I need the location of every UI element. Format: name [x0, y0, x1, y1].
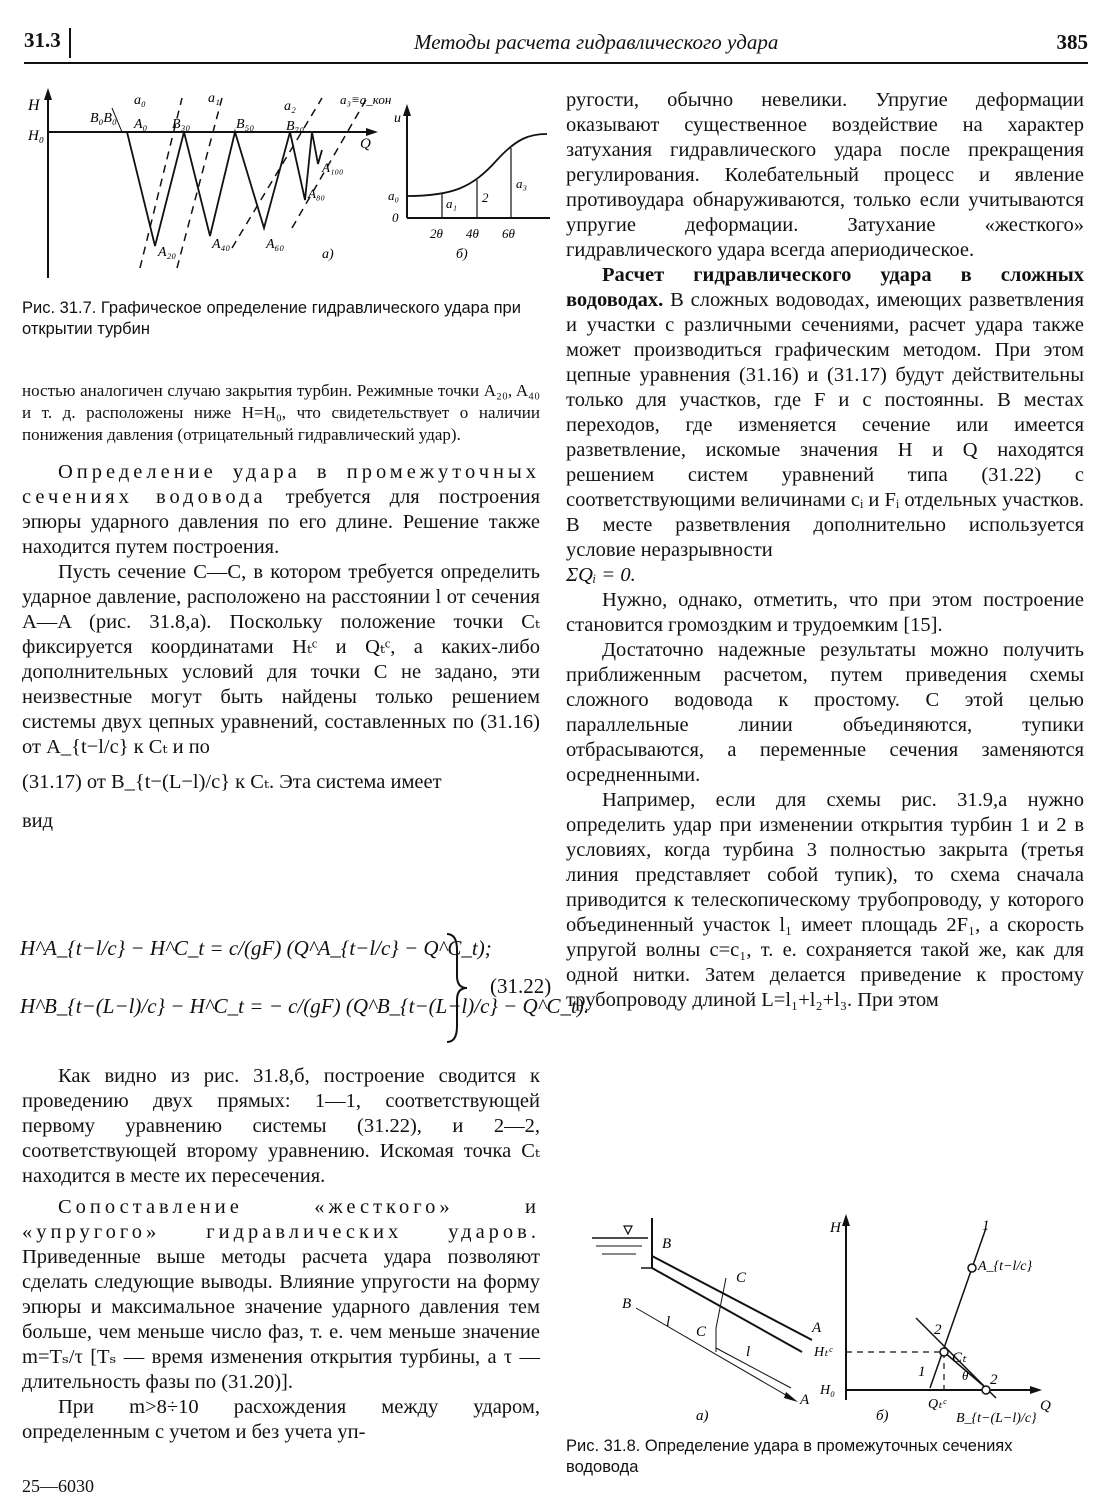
fig317-B0B0: B₀B₀ [90, 111, 117, 126]
fig318-B-low: B [622, 1296, 632, 1312]
fig317-B70: B₇₀ [286, 119, 305, 134]
fig317-u-a1: a₁ [446, 196, 458, 211]
fig317-a1: a₁ [208, 91, 220, 106]
fig318-sub-a: а) [696, 1408, 709, 1424]
fig317-a3: a₃≡a_кон [340, 92, 392, 107]
fig317-Q: Q [360, 136, 371, 152]
right-paragraph-3: Нужно, однако, отметить, что при этом построение становится громоздким и трудоемким [15]. [566, 589, 1084, 636]
left-paragraph-6: Как видно из рис. 31.8,б, построение сводится к проведению двух прямых: 1—1, соответствующей первому уравнению системы (31.22), и 2—2, соответствующей второму уравнению. Искомая точка Cₜ находится в месте их пересечения. [22, 1065, 540, 1187]
equation-line-1: H^A_{t−l/c} − H^C_t = c/(gF) (Q^A_{t−l/c} − Q^C_t); [20, 936, 492, 960]
spaced-heading-2: Сопоставление «жесткого» и «упругого» гидравлических ударов. [22, 1196, 540, 1243]
fig318-C-top: C [736, 1270, 747, 1286]
spaced-heading-1: Определение удара в промежуточных сечениях водовода [22, 461, 540, 508]
figure-31-8 [586, 1208, 1086, 1432]
right-paragraph-2 [566, 263, 1084, 563]
right-column [566, 88, 1084, 1013]
left-paragraph-2-rest: требуется для построения эпюры ударного давления по его длине. Решение также находится путем построения. [22, 486, 540, 558]
right-paragraph-1: ругости, обычно невелики. Упругие деформации оказывают существенное воздействие на характер затухания гидравлического удара после прекращения регулирования. Колебательный процесс и явление противоудара обнаруживаются, только если учитываются упругие деформации. Затухание «жесткого» гидравлического удара всегда апериодическое. [566, 89, 1084, 261]
fig317-a0: a₀ [134, 93, 146, 108]
fig317-A60: A₆₀ [266, 237, 285, 252]
left-column [22, 380, 540, 834]
fig317-u: u [394, 111, 401, 126]
fig317-sub-a: а) [322, 247, 334, 262]
running-header [24, 28, 1088, 64]
running-title: Методы расчета гидравлического удара [414, 30, 779, 54]
right-paragraph-4: Достаточно надежные результаты можно получить приближенным расчетом, путем приведения схемы сложного водовода к простому. С этой целью параллельные линии объединяются, тупики отбрасываются, а переменные сечения заменяются осредненными. [566, 639, 1084, 786]
fig317-A20: A₂₀ [158, 245, 177, 260]
fig317-A40: A₄₀ [212, 237, 231, 252]
figure-31-8-caption: Рис. 31.8. Определение удара в промежуточных сечениях водовода [566, 1437, 1013, 1476]
left-paragraph-1: ностью аналогичен случаю закрытия турбин. Режимные точки A₂₀, A₄₀ и т. д. расположены ниже H=H₀, что свидетельствует о наличии понижения давления (отрицательный гидравлический удар). [22, 381, 540, 444]
fig318-Bt: B_{t−(L−l)/c} [956, 1411, 1037, 1426]
fig318-l1: l [666, 1314, 671, 1330]
fig318-A-low: A [800, 1392, 810, 1408]
fig317-B50: B₅₀ [236, 117, 255, 132]
fig318-H: H [830, 1220, 841, 1236]
fig318-two-top: 2 [934, 1322, 942, 1338]
fig317-u-a3: a₃ [516, 176, 528, 191]
left-paragraph-5: вид [22, 810, 54, 832]
left-paragraph-4: (31.17) от B_{t−(L−l)/c} к Cₜ. Эта система имеет [22, 771, 442, 793]
fig318-Ct: Cₜ [952, 1350, 967, 1366]
fig317-H0: H₀ [28, 128, 45, 144]
fig317-B30: B₃₀ [172, 117, 191, 132]
page-number: 385 [1056, 30, 1088, 54]
figure-31-7-caption: Рис. 31.7. Графическое определение гидравлического удара при открытии турбин [22, 299, 521, 338]
fig317-A0: A₀ [134, 117, 148, 132]
left-paragraph-2 [22, 460, 540, 560]
fig318-two-low: 2 [990, 1372, 998, 1388]
fig318-l2: l [746, 1344, 751, 1360]
fig318-one-low: 1 [918, 1364, 926, 1380]
fig318-Qt: Qₜᶜ [928, 1397, 946, 1412]
fig317-u-2: 2 [482, 190, 489, 205]
figure-31-7 [22, 88, 552, 288]
fig318-A-top: A [812, 1320, 822, 1336]
bold-heading: Расчет гидравлического удара в сложных водоводах. [566, 264, 1084, 311]
left-paragraph-7-rest: Приведенные выше методы расчета удара позволяют сделать следующие выводы. Влияние упругости на форму эпюры и максимальное значение ударного давления тем больше, чем меньше число фаз, т. е. чем меньше значение m=Tₛ/τ [Tₛ — время изменения открытия турбины, а τ — длительность фазы по (31.20)]. [22, 1246, 540, 1393]
fig317-sub-b: б) [456, 247, 468, 262]
fig317-t60: 6θ [502, 226, 515, 241]
equation-brace [445, 932, 469, 1044]
left-paragraph-7 [22, 1195, 540, 1395]
fig318-one-top: 1 [982, 1218, 990, 1234]
fig318-sub-b: б) [876, 1408, 889, 1424]
left-column-lower [22, 1064, 540, 1445]
right-paragraph-5: Например, если для схемы рис. 31.9,а нужно определить удар при изменении открытия турбин 1 и 2 в условиях, когда турбина 3 полностью закрыта (третья линия представляет собой тупик), то схема сначала приводится к телескопическому трубопроводу, у которого объединенный участок l₁ имеет площадь 2F₁, а скорость упругой волны c=c₁, т. е. сохраняется такой же, как для одной нитки. Затем делается приведение к простому трубопроводу длиной L=l₁+l₂+l₃. При этом [566, 789, 1084, 1011]
fig318-Atl: A_{t−l/c} [978, 1259, 1033, 1274]
fig317-u-0: 0 [392, 210, 399, 225]
equation-number: (31.22) [490, 974, 552, 998]
figure-31-7-drawing [22, 88, 552, 288]
equation-line-2: H^B_{t−(L−l)/c} − H^C_t = − c/(gF) (Q^B_{t−(L−l)/c} − Q^C_t). [20, 994, 590, 1018]
fig318-theta: θ [962, 1368, 969, 1383]
fig318-Ht: Hₜᶜ [814, 1345, 832, 1360]
footer-signature: 25—6030 [22, 1476, 94, 1496]
sum-formula: ΣQᵢ = 0. [566, 564, 636, 586]
fig317-H: H [28, 97, 40, 114]
equation-31-22 [20, 928, 590, 1048]
left-paragraph-3: Пусть сечение C—C, в котором требуется определить ударное давление, расположено на расстоянии l от сечения A—A (рис. 31.8,а). Поскольку положение точки Cₜ фиксируется координатами Hₜᶜ и Qₜᶜ, а каких-либо дополнительных условий для точки C не задано, эти неизвестные могут быть найдены только решением системы двух цепных уравнений, составленных по (31.16) от A_{t−l/c} к Cₜ и по [22, 561, 540, 758]
fig317-t20: 2θ [430, 226, 443, 241]
fig318-Q: Q [1040, 1398, 1051, 1414]
right-paragraph-2-rest: В сложных водоводах, имеющих разветвления и участки с различными сечениями, расчет удара также может производиться графическим методом. При этом цепные уравнения (31.16) и (31.17) будут действительны только для участков, где F и c постоянны. В местах переходов, где изменяется сечение или имеется разветвление, искомые значения H и Q находятся решением систем уравнений типа (31.22) с соответствующими величинами cᵢ и Fᵢ отдельных участков. В месте разветвления дополнительно используется условие неразрывности [566, 289, 1084, 561]
section-number: 31.3 [24, 28, 71, 58]
left-paragraph-8: При m>8÷10 расхождения между ударом, определенным с учетом и без учета уп- [22, 1396, 540, 1443]
figure-31-8-drawing [586, 1208, 1086, 1432]
fig318-H0: H₀ [820, 1383, 835, 1398]
fig318-C-low: C [696, 1324, 707, 1340]
fig317-u-a0: a₀ [388, 188, 400, 203]
fig317-a2: a₂ [284, 99, 296, 114]
fig317-t40: 4θ [466, 226, 479, 241]
fig317-A10: A₁₀₀ [322, 160, 344, 175]
fig318-B: B [662, 1236, 672, 1252]
fig317-A80: A₈₀ [308, 186, 325, 201]
